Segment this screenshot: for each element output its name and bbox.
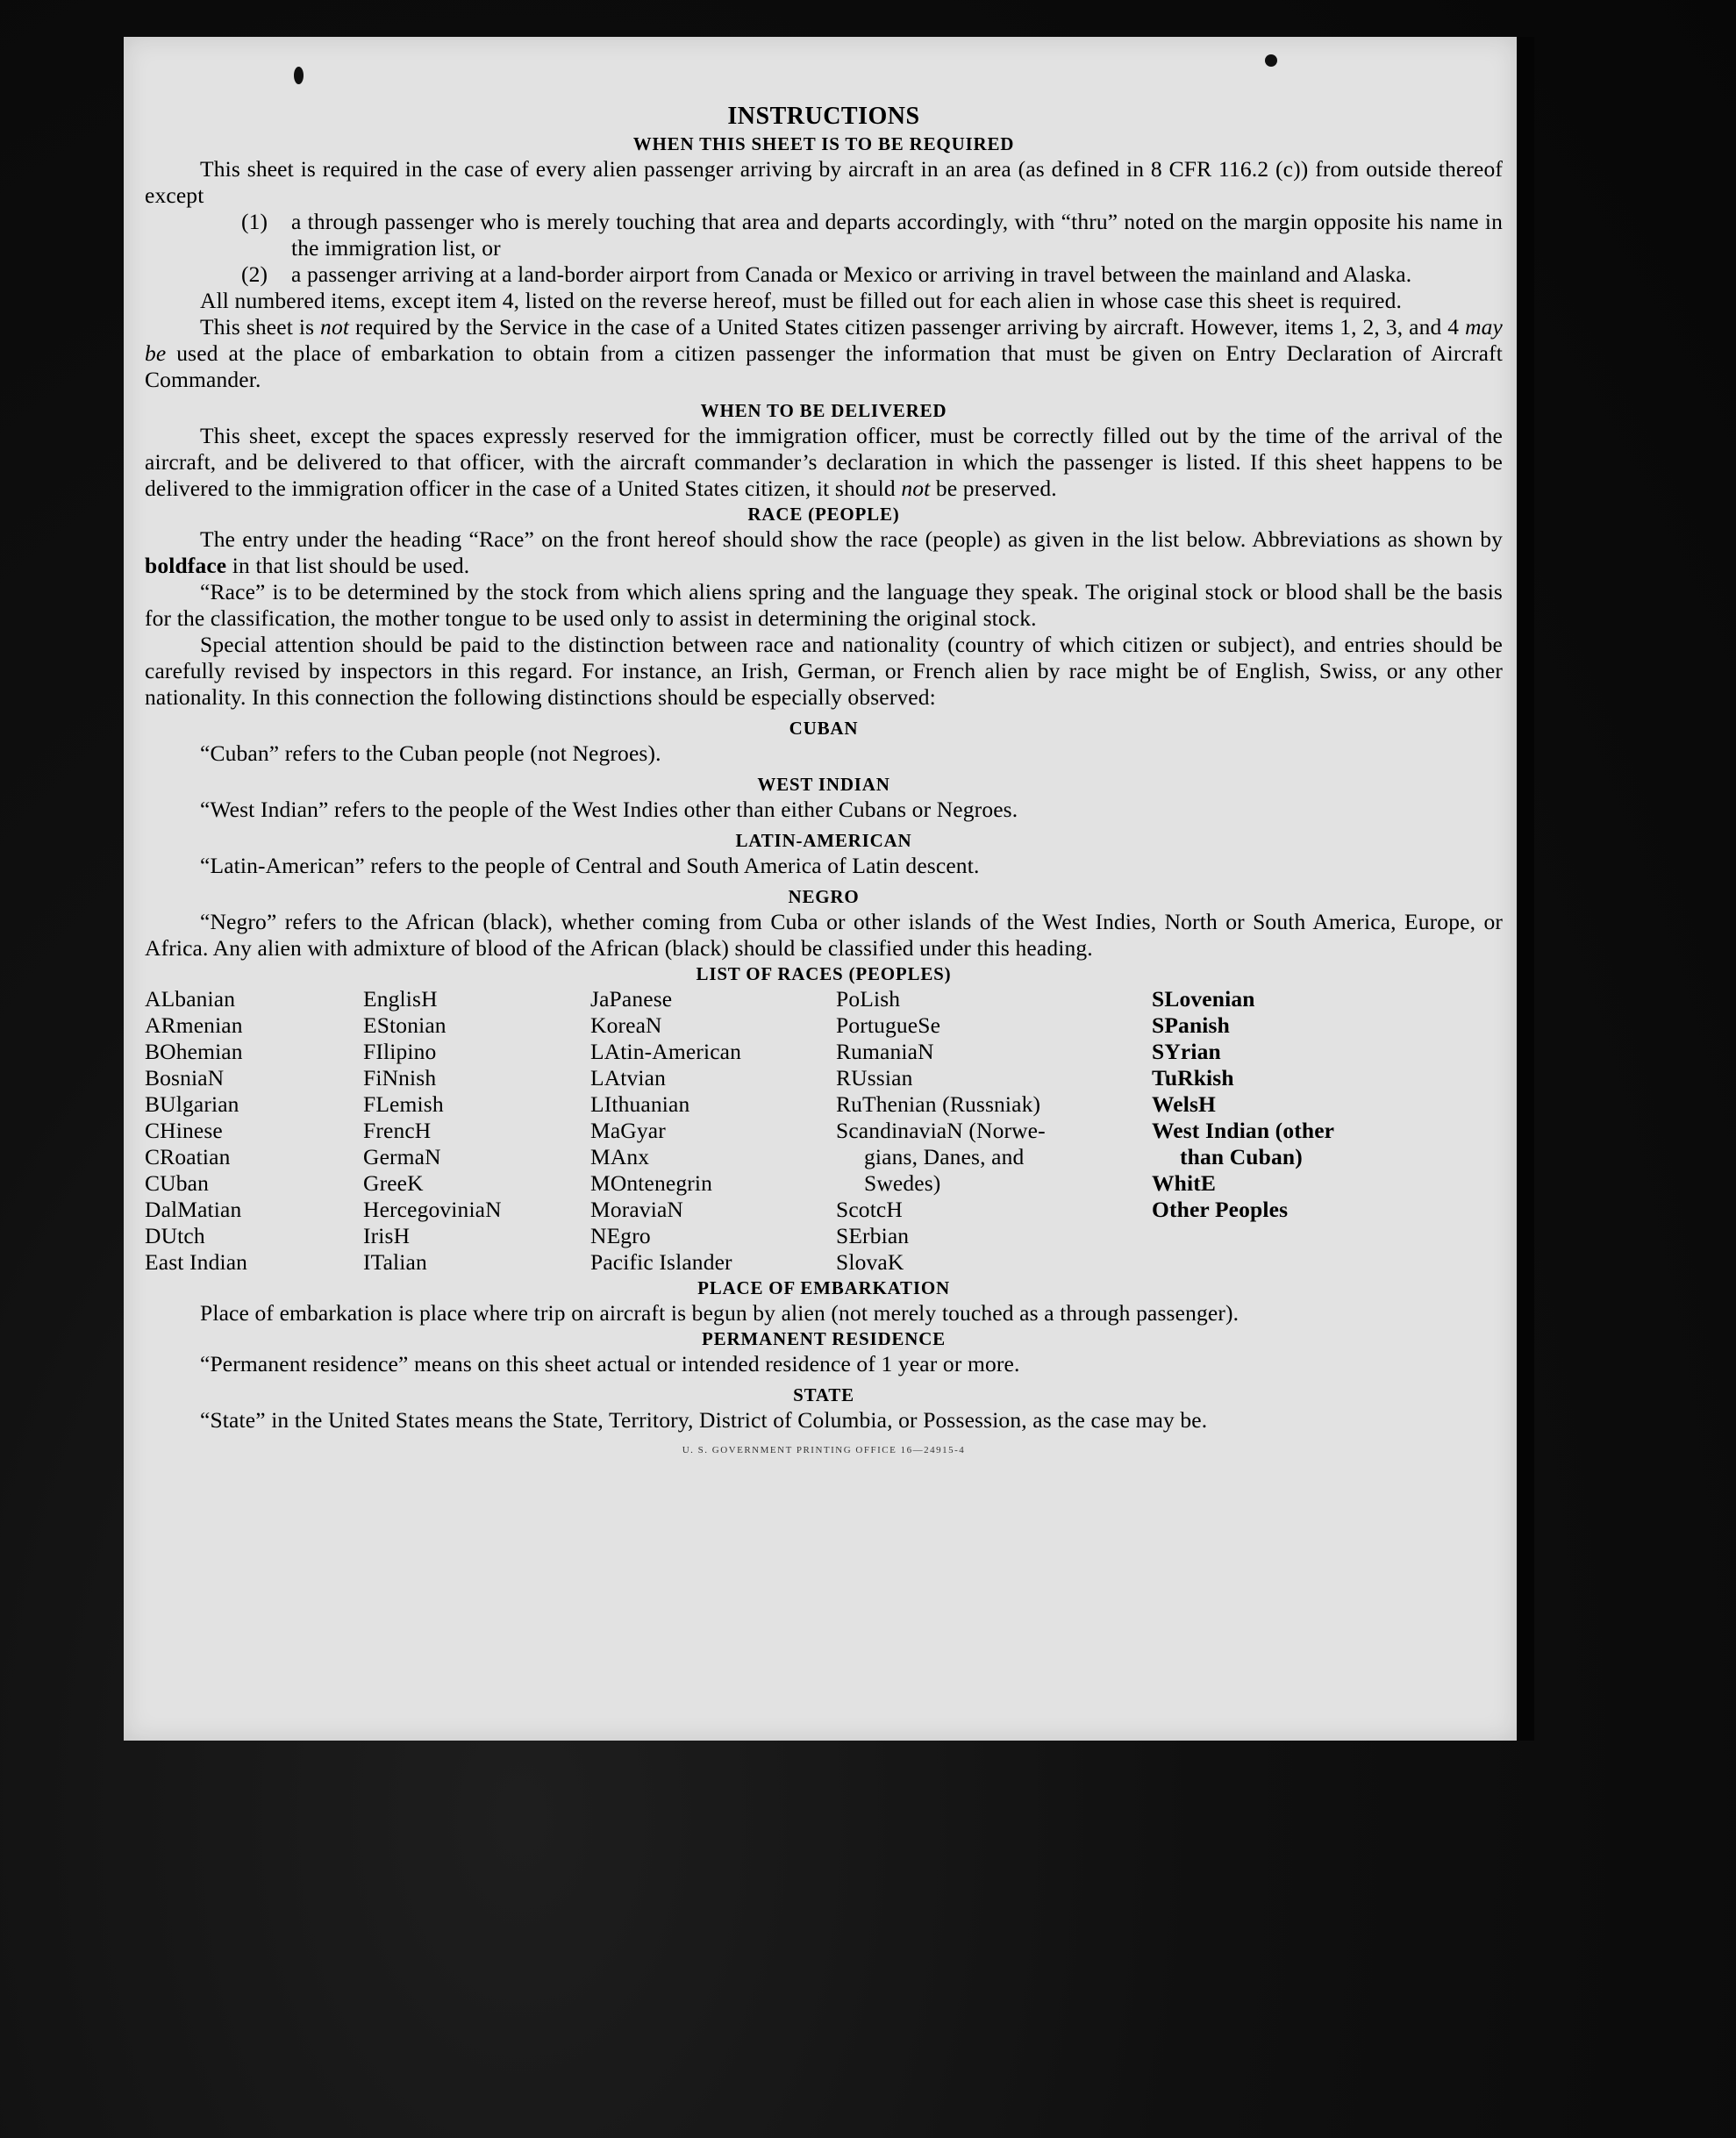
instructions-content — [145, 66, 1503, 1463]
race-entry: RuThenian (Russniak) — [836, 1091, 1041, 1117]
race-entry: CHinese — [145, 1118, 223, 1143]
race-entry: WelsH — [1152, 1091, 1217, 1117]
race-entry: MaGyar — [590, 1118, 666, 1143]
negro-text: “Negro” refers to the African (black), whether coming from Cuba or other islands of the West Indies, North or South America, Europe, or Africa. Any alien with admixture of blood of the African (black) should be classified under this heading. — [145, 909, 1503, 961]
race-entry-continued: gians, Danes, and — [864, 1144, 1025, 1169]
race-entry: FiNnish — [363, 1065, 437, 1090]
race-entry: SPanish — [1152, 1012, 1230, 1038]
race-entry: RumaniaN — [836, 1039, 934, 1064]
race-list — [145, 986, 1503, 1276]
text-run: This sheet, except the spaces expressly reserved for the immigration officer, must be correctly filled out by the time of the arrival of the aircraft, and be delivered to that officer, with the aircraft commander’s declaration in which the passenger is listed. If this sheet happens to be delivered to the immigration officer in the case of a United States citizen, it should — [145, 423, 1503, 501]
race-entry: DalMatian — [145, 1197, 242, 1222]
exception-item-2 — [145, 261, 1503, 288]
race-para-2: “Race” is to be determined by the stock from which aliens spring and the language they speak. The original stock or blood shall be the basis for the classification, the mother tongue to be used only to assist in determining the original stock. — [145, 579, 1503, 631]
delivered-text — [145, 423, 1503, 502]
race-entry: RUssian — [836, 1065, 913, 1090]
race-entry: MAnx — [590, 1144, 650, 1169]
emphasis-not: not — [320, 314, 350, 340]
text-run: This sheet is — [200, 314, 321, 340]
required-intro: This sheet is required in the case of every alien passenger arriving by aircraft in an area (as defined in 8 CFR 116.2 (c)) from outside thereof except — [145, 156, 1503, 208]
race-entry: PortugueSe — [836, 1012, 941, 1038]
race-column-5 — [1152, 986, 1503, 1276]
race-column-2 — [363, 986, 590, 1276]
text-run: used at the place of embarkation to obtain from a citizen passenger the information that must be given on Entry Declaration of Aircraft Commander. — [145, 340, 1503, 392]
item-text: a passenger arriving at a land-border airport from Canada or Mexico or arriving in travel between the mainland and Alaska. — [291, 261, 1412, 287]
emphasis-may-be: may be — [145, 314, 1504, 366]
race-entry: FrencH — [363, 1118, 432, 1143]
state-text: “State” in the United States means the State, Territory, District of Columbia, or Possession, as the case may be. — [200, 1407, 1208, 1433]
section-heading-cuban: CUBAN — [789, 718, 859, 739]
section-heading-race: RACE (PEOPLE) — [747, 504, 900, 525]
race-entry: GermaN — [363, 1144, 441, 1169]
race-entry: HercegoviniaN — [363, 1197, 502, 1222]
cuban-text: “Cuban” refers to the Cuban people (not Negroes). — [200, 740, 661, 766]
section-heading-west-indian: WEST INDIAN — [757, 774, 890, 795]
race-entry: NEgro — [590, 1223, 651, 1248]
race-para-3: Special attention should be paid to the distinction between race and nationality (country of which citizen or subject), and entries should be carefully revised by inspectors in this regard. For instance, an Irish, German, or French alien by race might be of English, Swiss, or any other nationality. In this connection the following distinctions should be especially observed: — [145, 632, 1503, 710]
latin-american-text: “Latin-American” refers to the people of Central and South America of Latin descent. — [200, 853, 980, 878]
race-entry: CRoatian — [145, 1144, 231, 1169]
race-entry: ScandinaviaN (Norwe- — [836, 1118, 1046, 1143]
section-heading-residence: PERMANENT RESIDENCE — [702, 1328, 946, 1349]
race-column-1 — [145, 986, 363, 1276]
race-entry: BOhemian — [145, 1039, 243, 1064]
race-column-3 — [590, 986, 836, 1276]
embarkation-text: Place of embarkation is place where trip on aircraft is begun by alien (not merely touched as a through passenger). — [200, 1300, 1239, 1326]
race-entry: TuRkish — [1152, 1065, 1234, 1090]
emphasis-not: not — [901, 476, 931, 501]
race-entry: SLovenian — [1152, 986, 1255, 1012]
section-heading-negro: NEGRO — [788, 886, 860, 907]
race-entry: SlovaK — [836, 1249, 904, 1275]
page-edge-shadow — [1517, 37, 1534, 1741]
race-entry: MoraviaN — [590, 1197, 684, 1222]
race-entry-continued: Swedes) — [864, 1170, 941, 1196]
race-column-4 — [836, 986, 1152, 1276]
race-entry: LAtin-American — [590, 1039, 742, 1064]
race-entry: WhitE — [1152, 1170, 1217, 1196]
printing-office-footer: U. S. GOVERNMENT PRINTING OFFICE 16—24915-4 — [682, 1445, 966, 1455]
race-entry: EnglisH — [363, 986, 438, 1012]
required-para-3 — [145, 314, 1503, 393]
race-entry: LIthuanian — [590, 1091, 690, 1117]
race-entry: ALbanian — [145, 986, 236, 1012]
race-entry: JaPanese — [590, 986, 673, 1012]
race-entry: MOntenegrin — [590, 1170, 713, 1196]
text-run: The entry under the heading “Race” on the front hereof should show the race (people) as given in the list below. Abbreviations as shown by — [200, 526, 1503, 552]
race-entry: SErbian — [836, 1223, 910, 1248]
race-entry: EStonian — [363, 1012, 447, 1038]
race-entry: GreeK — [363, 1170, 424, 1196]
race-entry: PoLish — [836, 986, 901, 1012]
section-heading-state: STATE — [793, 1384, 854, 1405]
race-entry: KoreaN — [590, 1012, 662, 1038]
section-heading-list-of-races: LIST OF RACES (PEOPLES) — [696, 963, 952, 984]
race-para-1 — [145, 526, 1503, 579]
race-entry: East Indian — [145, 1249, 248, 1275]
text-run: be preserved. — [930, 476, 1057, 501]
required-para-2: All numbered items, except item 4, listed on the reverse hereof, must be filled out for each alien in whose case this sheet is required. — [200, 288, 1403, 313]
text-run: in that list should be used. — [226, 553, 470, 578]
race-entry: Other Peoples — [1152, 1197, 1289, 1222]
section-heading-latin-american: LATIN-AMERICAN — [735, 830, 912, 851]
race-entry: ScotcH — [836, 1197, 903, 1222]
race-entry-continued: than Cuban) — [1180, 1144, 1303, 1169]
race-entry: IrisH — [363, 1223, 411, 1248]
race-entry: BosniaN — [145, 1065, 225, 1090]
race-entry: FLemish — [363, 1091, 444, 1117]
race-entry: FIlipino — [363, 1039, 437, 1064]
section-heading-delivered: WHEN TO BE DELIVERED — [700, 400, 947, 421]
race-entry: BUlgarian — [145, 1091, 239, 1117]
section-heading-embarkation: PLACE OF EMBARKATION — [697, 1277, 950, 1298]
race-entry: ARmenian — [145, 1012, 243, 1038]
section-heading-required: WHEN THIS SHEET IS TO BE REQUIRED — [632, 133, 1015, 154]
race-entry: West Indian (other — [1152, 1118, 1335, 1143]
west-indian-text: “West Indian” refers to the people of the West Indies other than either Cubans or Negroes. — [200, 797, 1018, 822]
race-entry: Pacific Islander — [590, 1249, 732, 1275]
item-text: a through passenger who is merely touching that area and departs accordingly, with “thru” noted on the margin opposite his name in the immigration list, or — [291, 209, 1503, 261]
race-entry: DUtch — [145, 1223, 205, 1248]
race-entry: ITalian — [363, 1249, 427, 1275]
item-number: (2) — [241, 261, 268, 287]
exception-item-1 — [145, 209, 1503, 261]
race-entry: LAtvian — [590, 1065, 667, 1090]
residence-text: “Permanent residence” means on this sheet actual or intended residence of 1 year or more. — [200, 1351, 1020, 1376]
punch-hole-mark — [1265, 54, 1277, 67]
race-entry: SYrian — [1152, 1039, 1221, 1064]
bold-word: boldface — [145, 553, 227, 578]
race-entry: CUban — [145, 1170, 209, 1196]
page-title: INSTRUCTIONS — [727, 103, 920, 130]
item-number: (1) — [241, 209, 268, 234]
text-run: required by the Service in the case of a United States citizen passenger arriving by aircraft. However, items 1, 2, 3, and 4 — [349, 314, 1466, 340]
